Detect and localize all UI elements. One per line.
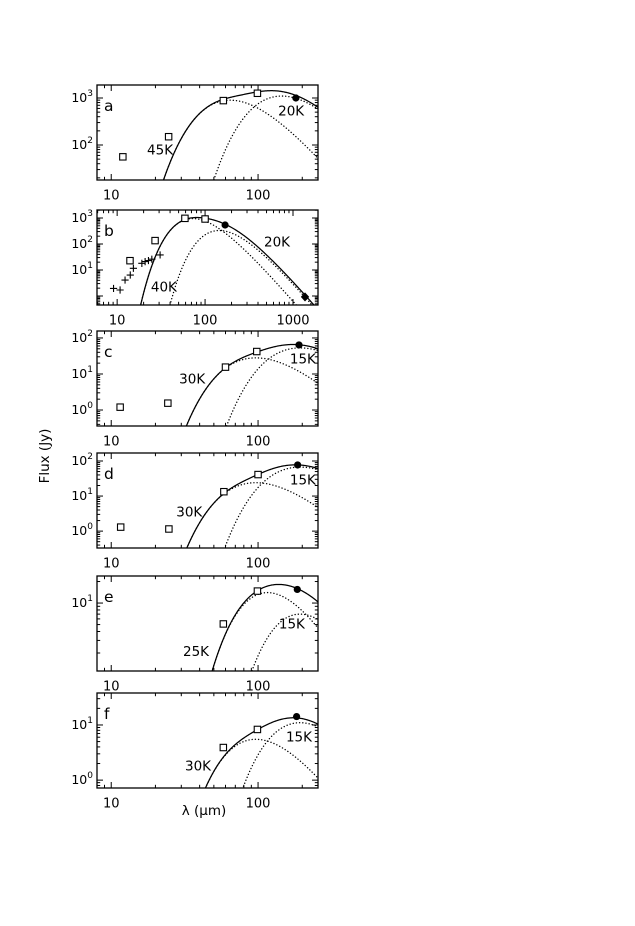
panel-a-open-square-datapoint (254, 90, 260, 96)
panel-c-y-tick-label: $10^2$ (71, 328, 93, 345)
panel-b-plus-datapoint (116, 286, 123, 293)
panel-d-y-tick-label: $10^2$ (71, 451, 93, 468)
panel-b-letter: b (104, 222, 114, 240)
panel-b-x-tick-label: 1000 (276, 313, 310, 329)
panel-d-temperature-label-30K: 30K (176, 504, 203, 521)
panel-b-y-tick-label: $10^2$ (71, 234, 93, 251)
panel-c-x-tick-label: 100 (245, 434, 271, 450)
panel-d-temperature-label-15K: 15K (289, 472, 316, 489)
panel-f-y-tick-label: $10^1$ (71, 715, 93, 732)
panel-a-temperature-label-45K: 45K (147, 142, 174, 159)
panel-b-open-square-datapoint (182, 215, 188, 221)
panel-e-open-square-datapoint (220, 621, 226, 627)
panel-c-open-square-datapoint (254, 348, 260, 354)
panel-b-x-tick-label: 100 (192, 313, 218, 329)
panel-b-open-square-datapoint (152, 237, 158, 243)
panel-b-temperature-label-40K: 40K (150, 279, 177, 296)
panel-b-temperature-label-20K: 20K (263, 234, 291, 251)
panel-b-x-tick-label: 10 (108, 313, 126, 329)
panel-c-temperature-label-30K: 30K (179, 371, 206, 388)
panel-d-x-tick-label: 100 (245, 556, 271, 572)
panel-c-filled-circle-datapoint (295, 341, 302, 348)
panel-e-x-tick-label: 10 (102, 679, 120, 695)
panel-b-plus-datapoint (148, 256, 155, 263)
panel-b-plus-datapoint (138, 260, 145, 267)
panel-c-solid-fit-curve (148, 345, 318, 568)
panel-d-frame (97, 453, 318, 548)
panel-e-y-tick-label: $10^1$ (71, 594, 93, 611)
panel-a-open-square-datapoint (120, 154, 126, 160)
panel-a-open-square-datapoint (165, 134, 171, 140)
panel-f-x-tick-label: 10 (102, 796, 120, 812)
panel-a-frame (97, 85, 318, 180)
panel-a-temperature-label-20K: 20K (278, 103, 305, 120)
panel-e-filled-circle-datapoint (294, 586, 301, 593)
panel-b-plus-datapoint (130, 265, 137, 272)
panel-e-x-tick-label: 100 (245, 679, 271, 695)
panel-a-x-tick-label: 100 (245, 188, 271, 204)
panel-d-open-square-datapoint (117, 524, 123, 530)
panel-b-plus-datapoint (142, 258, 149, 265)
panel-d-letter: d (104, 465, 114, 483)
panel-e-solid-fit-curve (165, 584, 318, 926)
panel-a-y-tick-label: $10^3$ (71, 88, 93, 105)
panel-b-plus-datapoint (121, 276, 128, 283)
panel-f-y-tick-label: $10^0$ (71, 771, 93, 788)
panel-c-open-square-datapoint (165, 400, 171, 406)
panel-f-open-square-datapoint (220, 744, 226, 750)
panel-f-x-tick-label: 100 (245, 796, 271, 812)
panel-f-temperature-label-15K: 15K (285, 729, 313, 746)
panel-c-open-square-datapoint (222, 364, 228, 370)
panel-c-open-square-datapoint (117, 404, 123, 410)
panel-c-y-tick-label: $10^1$ (71, 364, 93, 381)
panel-a-letter: a (104, 97, 114, 115)
panel-d-open-square-datapoint (255, 471, 261, 477)
panel-e-open-square-datapoint (254, 588, 260, 594)
panel-f-filled-circle-datapoint (293, 713, 300, 720)
panel-e-letter: e (104, 588, 114, 606)
panel-d-dotted-component-30K (148, 483, 318, 687)
panel-b-filled-circle-datapoint (222, 221, 229, 228)
panel-e-dotted-component-15K (200, 614, 318, 926)
panel-a-open-square-datapoint (220, 97, 226, 103)
panel-c-dotted-component-15K (191, 348, 318, 568)
panel-c-dotted-component-30K (148, 358, 318, 568)
y-axis-title: Flux (Jy) (37, 428, 53, 484)
panel-a-y-tick-label: $10^2$ (71, 135, 93, 152)
panel-f-letter: f (104, 705, 110, 723)
panel-c-y-tick-label: $10^0$ (71, 401, 93, 418)
panel-e-temperature-label-15K: 15K (278, 616, 305, 633)
panel-f-solid-fit-curve (156, 718, 319, 926)
panel-d-filled-circle-datapoint (294, 461, 301, 468)
panel-b-y-tick-label: $10^1$ (71, 260, 93, 277)
panel-a-filled-circle-datapoint (292, 94, 299, 101)
panel-b-open-square-datapoint (202, 216, 208, 222)
panel-f-dotted-component-30K (156, 739, 319, 926)
panel-c-letter: c (104, 343, 113, 361)
panel-e-temperature-label-25K: 25K (183, 643, 210, 660)
panel-f-dotted-component-15K (197, 723, 318, 926)
panel-c-x-tick-label: 10 (102, 434, 120, 450)
panel-e (71, 576, 318, 926)
x-axis-title: λ (μm) (181, 803, 227, 819)
panel-f-open-square-datapoint (254, 726, 260, 732)
panel-c-temperature-label-15K: 15K (289, 351, 316, 368)
panel-b-plus-datapoint (110, 285, 117, 292)
panel-b-plus-datapoint (127, 271, 134, 278)
panel-d-x-tick-label: 10 (102, 556, 120, 572)
panel-a-x-tick-label: 10 (102, 188, 120, 204)
panel-b-open-square-datapoint (127, 257, 133, 263)
panel-b-y-tick-label: $10^3$ (71, 208, 93, 225)
panel-d-y-tick-label: $10^1$ (71, 487, 93, 504)
panel-f-temperature-label-30K: 30K (184, 758, 212, 775)
panel-d-open-square-datapoint (221, 489, 227, 495)
panel-d-open-square-datapoint (166, 526, 172, 532)
panel-b-plus-datapoint (145, 257, 152, 264)
panel-d-y-tick-label: $10^0$ (71, 522, 93, 539)
